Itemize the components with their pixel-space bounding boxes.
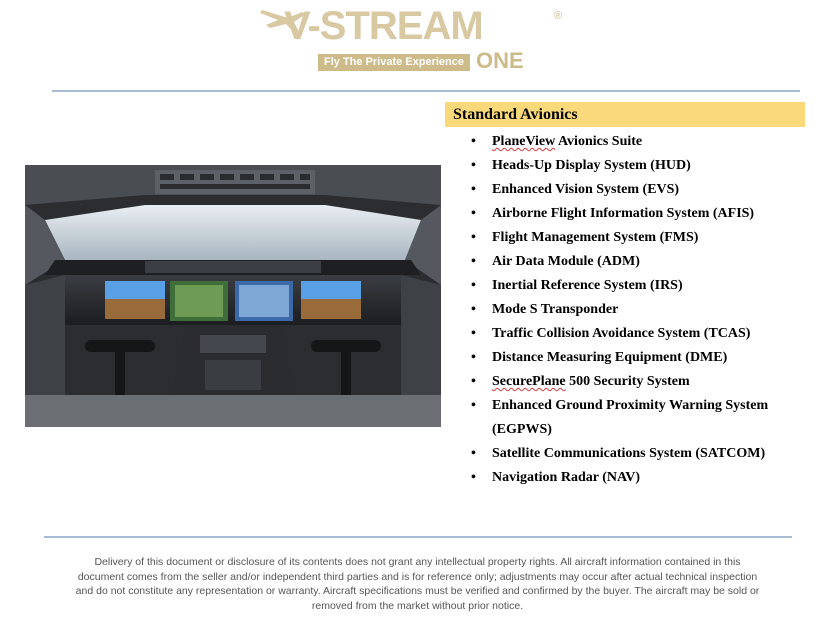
bottom-divider [44, 536, 792, 538]
list-item: • Enhanced Vision System (EVS) [471, 178, 801, 202]
list-item: • Distance Measuring Equipment (DME) [471, 346, 801, 370]
list-item: • Mode S Transponder [471, 298, 801, 322]
list-item-text: 500 Security System [565, 374, 690, 389]
list-item: • Inertial Reference System (IRS) [471, 274, 801, 298]
spelling-flag: SecurePlane [492, 374, 566, 389]
list-item: • Enhanced Ground Proximity Warning System (EGPWS) [471, 394, 801, 442]
avionics-list [471, 130, 801, 490]
section-title-avionics: Standard Avionics [445, 102, 805, 127]
legal-disclaimer: Delivery of this document or disclosure of its contents does not grant any intellectual property rights. All aircraft information contained in this document comes from the seller and/or independent third parties and is for reference only; adjustments may occur after actual technical inspection and do not constitute any representation or warranty. Aircraft specifications must be verified and confirmed by the buyer. The aircraft may be sold or removed from the market without prior notice. [75, 556, 760, 612]
brand-suffix: ONE [476, 48, 524, 73]
list-item: • Heads-Up Display System (HUD) [471, 154, 801, 178]
registered-mark: ® [554, 10, 563, 22]
list-item: • Satellite Communications System (SATCOM) [471, 442, 801, 466]
brand-tagline: Fly The Private Experience [318, 54, 470, 71]
list-item-text: Avionics Suite [555, 134, 643, 149]
brand-name: V-STREAM [284, 4, 483, 48]
brand-logo [258, 4, 578, 74]
list-item: • Flight Management System (FMS) [471, 226, 801, 250]
list-item: • Traffic Collision Avoidance System (TCAS) [471, 322, 801, 346]
list-item [471, 130, 801, 154]
spelling-flag: PlaneView [492, 134, 556, 149]
list-item: • Navigation Radar (NAV) [471, 466, 801, 490]
list-item: • Air Data Module (ADM) [471, 250, 801, 274]
top-divider [52, 90, 800, 92]
cockpit-photo [25, 165, 441, 427]
list-item: • Airborne Flight Information System (AFIS) [471, 202, 801, 226]
list-item [471, 370, 801, 394]
